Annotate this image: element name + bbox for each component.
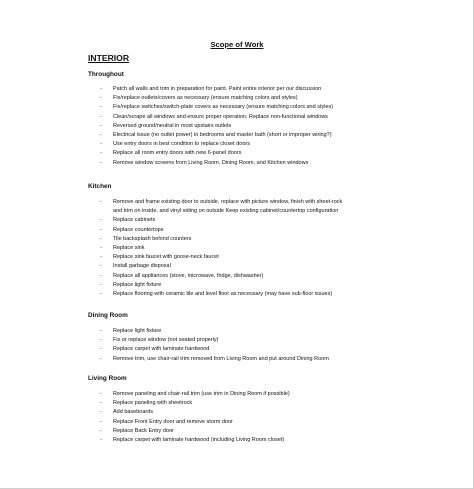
list-item <box>88 436 448 445</box>
interior-heading: INTERIOR <box>88 53 130 63</box>
bullet-dash: - <box>100 226 102 233</box>
item-list <box>88 198 448 299</box>
item-text: Replace all room entry doors with new 6-panel doors <box>113 150 242 157</box>
bullet-dash: - <box>100 400 102 407</box>
section-title: Throughout <box>88 71 124 78</box>
item-text: Replace light fixture <box>113 328 162 334</box>
item-text: Install garbage disposal <box>113 263 171 270</box>
list-item <box>88 262 448 271</box>
list-item <box>88 235 448 244</box>
bullet-dash: - <box>100 328 102 334</box>
bullet-dash: - <box>100 159 102 166</box>
item-list <box>88 390 448 445</box>
section-title: Kitchen <box>88 183 112 190</box>
item-text: Fix/replace switches/switch-plate covers as necessary (ensure matching colors and styles) <box>113 104 334 111</box>
list-item <box>88 113 448 122</box>
item-list <box>88 85 448 168</box>
section-title: Dining Room <box>88 312 128 319</box>
item-list <box>88 327 448 364</box>
list-item <box>88 244 448 253</box>
list-item <box>88 85 448 94</box>
item-text: Electrical issue (no outlet power) in bedrooms and master bath (short or improper wiring?) <box>113 132 332 139</box>
bullet-dash: - <box>100 391 102 397</box>
bullet-dash: - <box>100 104 102 111</box>
item-text: Fix/replace outlets/covers as necessary (ensure matching colors and styles) <box>113 95 298 102</box>
item-text: Tile backsplash behind counters <box>113 235 192 242</box>
bullet-dash: - <box>100 437 102 444</box>
item-text: Remove paneling and chair-rail trim (use trim in Dining Room if possible) <box>113 391 290 397</box>
bullet-dash: - <box>100 217 102 224</box>
bullet-dash: - <box>100 263 102 270</box>
item-text: Replace Back Entry door <box>113 427 174 434</box>
bullet-dash: - <box>100 346 102 353</box>
bullet-dash: - <box>100 409 102 416</box>
bullet-dash: - <box>100 132 102 139</box>
item-text: Patch all walls and trim in preparation for paint. Paint entire interior per our discussion <box>113 86 322 92</box>
list-item <box>88 94 448 103</box>
section-throughout <box>88 71 448 168</box>
bullet-dash: - <box>100 281 102 288</box>
item-text: Replace Front Entry door and remove storm door <box>113 418 233 425</box>
bullet-dash: - <box>100 291 102 298</box>
bullet-dash: - <box>100 199 102 205</box>
bullet-dash: - <box>100 113 102 120</box>
list-item <box>88 272 448 281</box>
section-kitchen <box>88 183 448 299</box>
list-item <box>88 399 448 408</box>
item-text: Remove and frame existing door to outside, replace with picture window, finish with sheet-rock <box>113 199 343 205</box>
item-text: Replace cabinets <box>113 217 156 224</box>
item-text: Add baseboards <box>113 409 154 416</box>
list-item <box>88 290 448 299</box>
bullet-dash: - <box>100 141 102 148</box>
item-text: Replace carpet with laminate hardwood <box>113 346 210 353</box>
bullet-dash: - <box>100 245 102 252</box>
list-item <box>88 408 448 417</box>
bullet-dash: - <box>100 95 102 102</box>
section-title: Living Room <box>88 375 127 382</box>
list-item <box>88 103 448 112</box>
item-text: Replace countertops <box>113 226 164 233</box>
list-item <box>88 355 448 364</box>
list-item <box>88 345 448 354</box>
list-item <box>88 198 448 216</box>
list-item <box>88 418 448 427</box>
item-text: Replace sink faucet with goose-neck faucet <box>113 254 219 261</box>
item-text: Replace sink <box>113 245 145 252</box>
item-text: Reversed ground/neutral in most upstairs outlets <box>113 122 232 129</box>
document-title: Scope of Work <box>210 40 264 49</box>
list-item <box>88 216 448 225</box>
list-item <box>88 281 448 290</box>
bullet-dash: - <box>100 86 102 92</box>
bullet-dash: - <box>100 122 102 129</box>
list-item <box>88 122 448 131</box>
bullet-dash: - <box>100 337 102 344</box>
item-text: Replace paneling with sheetrock <box>113 400 193 407</box>
item-text: Clean/scrape all windows and ensure proper operation. Replace non-functional windows <box>113 113 328 120</box>
section-living-room <box>88 375 448 445</box>
item-text: Fix or replace window (not seated properly) <box>113 337 219 344</box>
item-text: Remove trim, use chair-rail trim removed from Living Room and put around Dining Room <box>113 355 329 362</box>
list-item <box>88 253 448 262</box>
item-text: Replace carpet with laminate hardwood (including Living Room closet) <box>113 437 285 444</box>
item-text: Replace all appliances (stove, microwave, fridge, dishwasher) <box>113 272 264 279</box>
list-item <box>88 336 448 345</box>
list-item <box>88 427 448 436</box>
section-dining-room <box>88 312 448 364</box>
list-item <box>88 390 448 399</box>
bullet-dash: - <box>100 272 102 279</box>
bullet-dash: - <box>100 418 102 425</box>
bullet-dash: - <box>100 427 102 434</box>
bullet-dash: - <box>100 150 102 157</box>
bullet-dash: - <box>100 355 102 362</box>
list-item <box>88 149 448 158</box>
list-item <box>88 131 448 140</box>
list-item <box>88 327 448 336</box>
item-text: Remove window screens from Living Room, Dining Room, and Kitchen windows <box>113 159 309 166</box>
list-item <box>88 226 448 235</box>
item-text-continued: and trim on inside, and vinyl siding on outside Keep existing cabinet/countertop configuration <box>113 208 339 215</box>
item-text: Use entry doors in best condition to replace closet doors <box>113 141 250 148</box>
bullet-dash: - <box>100 235 102 242</box>
bullet-dash: - <box>100 254 102 261</box>
list-item <box>88 140 448 149</box>
list-item <box>88 159 448 168</box>
item-text: Replace light fixture <box>113 281 162 288</box>
item-text: Replace flooring with ceramic tile and level floor as necessary (may have sub-floor issues) <box>113 291 333 298</box>
